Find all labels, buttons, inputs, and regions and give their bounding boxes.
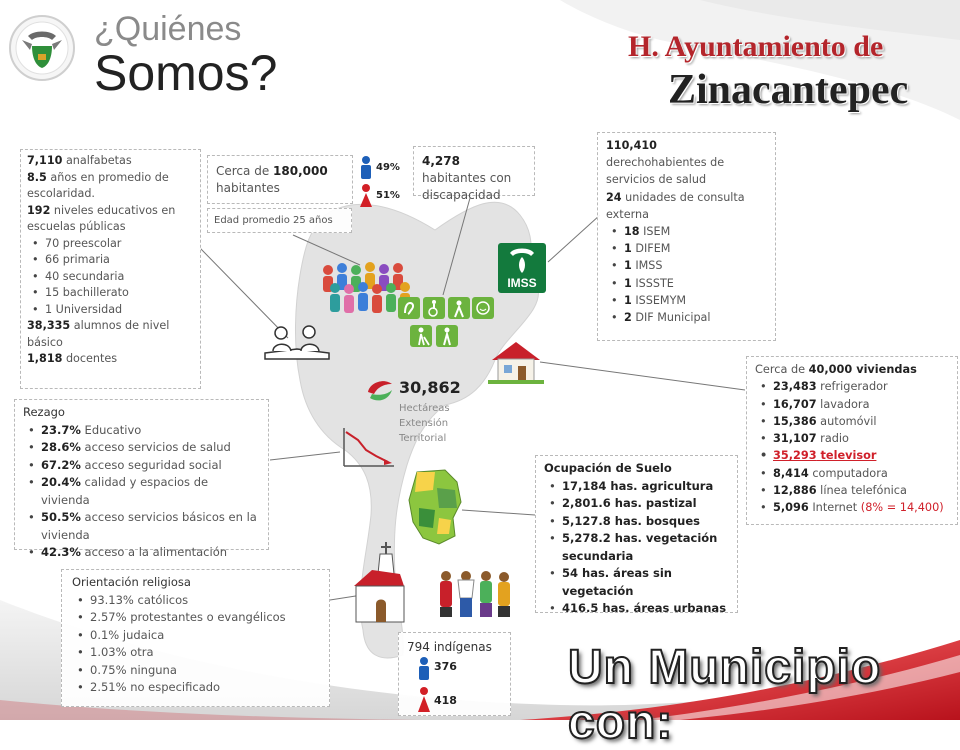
disability-box — [413, 146, 535, 202]
indigenous-gender-icons — [416, 656, 432, 714]
list-item: • 50.5% acceso servicios básicos en la vivienda — [41, 509, 260, 544]
org-name-line-1: H. Ayuntamiento de — [628, 30, 884, 63]
population-box — [207, 155, 353, 204]
church-icon — [350, 540, 408, 624]
imss-logo-text: IMSS — [507, 276, 537, 290]
indigenous-female-count: 418 — [434, 694, 457, 707]
list-item: • 2,801.6 has. pastizal — [562, 495, 729, 513]
illiterate-count: 7,110 — [27, 154, 63, 167]
teachers-count: 1,818 — [27, 352, 63, 365]
territory-value: 30,862 — [399, 378, 461, 397]
religion-list — [72, 592, 319, 697]
imss-logo-icon — [498, 243, 546, 293]
list-item: • 0.75% ninguna — [90, 662, 319, 680]
list-item: • 42.3% acceso a la alimentación — [41, 544, 260, 562]
students-reading-icon — [263, 323, 331, 365]
list-item: • 12,886 línea telefónica — [773, 482, 949, 499]
list-item: • 70 preescolar — [45, 236, 194, 253]
schooling-label: años en promedio de escolaridad. — [27, 170, 169, 200]
list-item: • 23,483 refrigerador — [773, 378, 949, 395]
org-name-line-2: Zinacantepec — [668, 67, 909, 113]
land-use-box — [535, 455, 738, 613]
list-item: • 1 ISSEMYM — [624, 292, 767, 309]
male-percentage: 49% — [376, 162, 400, 173]
list-item: • 18 ISEM — [624, 223, 767, 240]
list-item: • 23.7% Educativo — [41, 422, 260, 440]
housing-suffix: viviendas — [852, 363, 917, 376]
clinics-count: 24 — [606, 190, 622, 204]
school-levels-label: niveles educativos en escuelas públicas — [27, 203, 176, 233]
age-note-box — [207, 208, 352, 233]
school-levels-count: 192 — [27, 203, 51, 217]
list-item: • 31,107 radio — [773, 430, 949, 447]
house-icon — [488, 340, 544, 384]
hearing-icon — [398, 297, 420, 319]
disability-count: 4,278 — [422, 154, 460, 168]
list-item: • 416.5 has. áreas urbanas — [562, 600, 729, 618]
list-item: • 15,386 automóvil — [773, 413, 949, 430]
population-count: 180,000 — [273, 164, 328, 178]
population-prefix: Cerca de — [216, 164, 274, 178]
female-figure-icon — [418, 687, 430, 712]
list-item: • 5,127.8 has. bosques — [562, 513, 729, 531]
list-item: • 54 has. áreas sin vegetación — [562, 565, 729, 600]
intellectual-icon — [448, 297, 470, 319]
teachers-label: docentes — [62, 352, 118, 365]
list-item: • 20.4% calidad y espacios de vivienda — [41, 474, 260, 509]
land-use-list — [544, 478, 729, 618]
lag-list — [23, 422, 260, 562]
male-figure-icon — [361, 156, 371, 179]
housing-count: 40,000 — [808, 363, 853, 376]
list-item: • 1 ISSSTE — [624, 275, 767, 292]
students-label: alumnos de nivel básico — [27, 319, 170, 349]
list-item: • 28.6% acceso servicios de salud — [41, 439, 260, 457]
municipal-seal-logo — [8, 14, 76, 82]
list-item: • 1.03% otra — [90, 644, 319, 662]
list-item: • 1 DIFEM — [624, 240, 767, 257]
health-box — [597, 132, 776, 341]
indigenous-male-count: 376 — [434, 660, 457, 673]
clinics-label: unidades de consulta externa — [606, 190, 745, 221]
list-item: • 40 secundaria — [45, 269, 194, 286]
title-line-2: Somos? — [94, 45, 278, 101]
territory-label-1: Hectáreas — [399, 403, 450, 414]
average-age: Edad promedio 25 años — [214, 215, 333, 226]
indigenous-people-icon — [434, 568, 514, 620]
list-item: • 66 primaria — [45, 252, 194, 269]
students-count: 38,335 — [27, 319, 71, 332]
wheelchair-icon — [423, 297, 445, 319]
religion-box — [61, 569, 330, 707]
education-levels-list — [27, 236, 194, 319]
list-item: • 8,414 computadora — [773, 465, 949, 482]
title-line-1: ¿Quiénes — [94, 10, 242, 48]
list-item: • 17,184 has. agricultura — [562, 478, 729, 496]
land-use-map-icon — [405, 468, 467, 546]
internet-percentage: (8% = 14,400) — [860, 501, 944, 515]
list-item: • 16,707 lavadora — [773, 396, 949, 413]
territory-label-3: Territorial — [399, 433, 447, 444]
blind-icon — [410, 325, 432, 347]
footer-banner: Un Municipio con: — [568, 641, 882, 749]
walking-icon — [436, 325, 458, 347]
female-percentage: 51% — [376, 190, 400, 201]
list-item-highlighted: • 35,293 televisor — [773, 447, 949, 464]
lag-title: Rezago — [23, 405, 65, 419]
insured-label: derechohabientes de servicios de salud — [606, 156, 725, 187]
list-item: • 0.1% judaica — [90, 627, 319, 645]
list-item: • 5,278.2 has. vegetación secundaria — [562, 530, 729, 565]
list-item: • 5,096 Internet (8% = 14,400) — [773, 499, 949, 516]
health-units-list — [606, 223, 767, 326]
list-item: • 67.2% acceso seguridad social — [41, 457, 260, 475]
list-item: • 15 bachillerato — [45, 285, 194, 302]
list-item: • 93.13% católicos — [90, 592, 319, 610]
smile-icon — [472, 297, 494, 319]
list-item: • 2 DIF Municipal — [624, 309, 767, 326]
land-use-title: Ocupación de Suelo — [544, 461, 672, 475]
territory-labels — [399, 401, 450, 446]
education-box — [20, 149, 201, 389]
territory-logo-icon — [366, 378, 394, 404]
gender-icons — [358, 155, 374, 211]
religion-title: Orientación religiosa — [72, 575, 191, 589]
indigenous-title: 794 indígenas — [407, 640, 492, 654]
accessibility-icons — [398, 297, 494, 351]
housing-goods-list — [755, 378, 949, 516]
insured-count: 110,410 — [606, 139, 657, 152]
housing-prefix: Cerca de — [755, 363, 809, 376]
territory-label-2: Extensión — [399, 418, 449, 429]
disability-label: habitantes con discapacidad — [422, 171, 512, 202]
illiterate-label: analfabetas — [62, 154, 132, 167]
female-figure-icon — [360, 184, 372, 207]
housing-box — [746, 356, 958, 525]
list-item: • 1 Universidad — [45, 302, 194, 319]
male-figure-icon — [419, 657, 429, 680]
decline-graph-icon — [336, 426, 396, 470]
list-item: • 1 IMSS — [624, 257, 767, 274]
list-item: • 2.51% no especificado — [90, 679, 319, 697]
lag-box — [14, 399, 269, 559]
list-item: • 2.57% protestantes o evangélicos — [90, 609, 319, 627]
schooling-years: 8.5 — [27, 170, 47, 184]
population-suffix: habitantes — [216, 181, 280, 195]
